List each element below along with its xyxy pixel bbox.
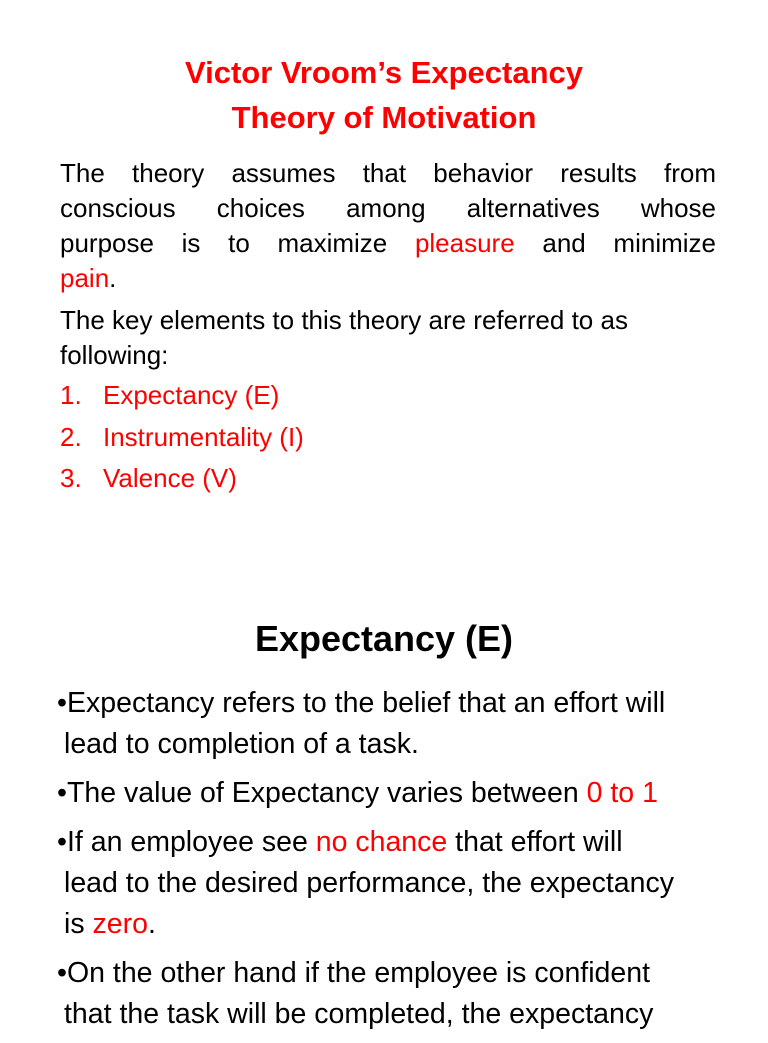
bullet-3-period: . [147,908,156,940]
pleasure-highlight: pleasure [414,228,515,258]
bullet-1-line-2: lead to completion of a task. [64,728,419,760]
key-elements-line-2: following: [60,340,169,370]
list-number: 3. [60,463,82,493]
list-number: 1. [60,380,82,410]
bullet-2-text: •The value of Expectancy varies between [57,777,579,809]
title-line-2: Theory of Motivation [231,100,537,135]
intro-line-2: conscious choices among alternatives whose [60,193,716,223]
list-item [60,461,716,503]
key-elements-paragraph [60,303,716,373]
list-label: Instrumentality (I) [103,421,304,452]
bullet-3-pre: •If an employee see [57,826,308,858]
list-number: 2. [60,421,82,452]
bullet-3-post: that effort will [455,826,623,858]
bullet-item [57,953,757,1035]
bullet-4-line-1: •On the other hand if the employee is confident [57,957,651,989]
expectancy-bullets [57,683,757,1043]
range-highlight: 0 to 1 [586,777,658,809]
slide-title [0,50,768,140]
bullet-item [57,683,757,765]
intro-line-3 [60,226,716,261]
pain-highlight: pain [60,263,110,293]
intro-line-3-post: and minimize [542,228,716,258]
bullet-3-line-3-pre: is [64,908,85,940]
title-line-1: Victor Vroom’s Expectancy [184,55,583,90]
bullet-item [57,773,757,814]
key-elements-line-1: The key elements to this theory are referred to as [60,305,628,335]
intro-line-1: The theory assumes that behavior results from [60,158,716,188]
list-item [60,378,716,420]
list-label: Expectancy (E) [103,380,280,410]
list-item [60,420,716,462]
intro-line-3-pre: purpose is to maximize [60,228,388,258]
intro-line-4 [60,261,716,296]
list-label: Valence (V) [103,463,237,493]
zero-highlight: zero [92,908,148,940]
bullet-2-line-1 [57,773,757,814]
intro-line-4-period: . [109,263,117,293]
expectancy-title: Expectancy (E) [254,618,514,659]
intro-paragraph [60,156,716,296]
bullet-3-line-3 [57,904,757,945]
no-chance-highlight: no chance [315,826,448,858]
bullet-1-line-1: •Expectancy refers to the belief that an effort will [57,687,666,719]
key-elements-list [60,378,716,503]
bullet-4-line-2: that the task will be completed, the expectancy [64,998,654,1030]
bullet-item [57,822,757,945]
bullet-3-line-1 [57,822,757,863]
bullet-3-line-2: lead to the desired performance, the expectancy [64,867,674,899]
